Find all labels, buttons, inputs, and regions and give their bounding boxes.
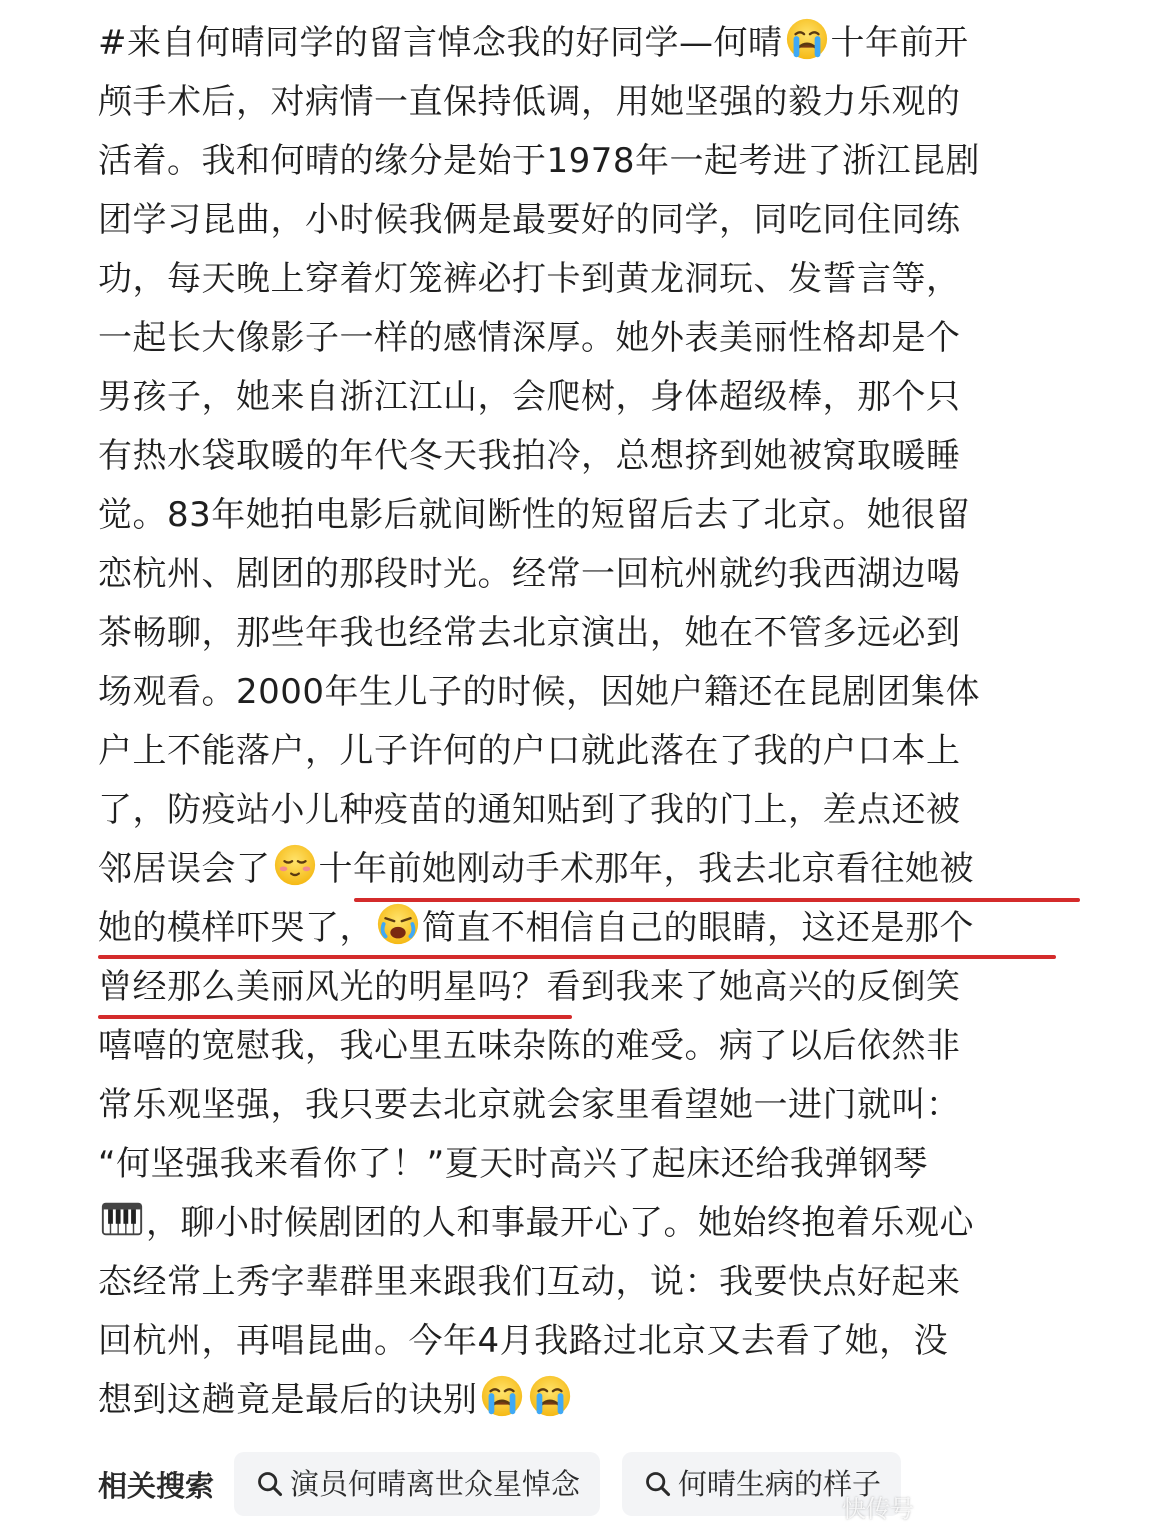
post-line	[98, 427, 1078, 486]
post-text-segment: 了，防疫站小儿种疫苗的通知贴到了我的门上，差点还被	[98, 790, 961, 830]
post-line	[98, 486, 1078, 545]
post-line	[98, 1017, 1078, 1076]
post-line	[98, 840, 1078, 899]
post-text-segment: 茶畅聊，那些年我也经常去北京演出，她在不管多远必到	[98, 613, 961, 653]
scream-cry-emoji	[375, 901, 421, 947]
post-line	[98, 604, 1078, 663]
post-text-segment: ，聊小时候剧团的人和事最开心了。她始终抱着乐观心	[146, 1203, 974, 1243]
post-text-segment: 回杭州，再唱昆曲。今年4月我路过北京又去看了她，没	[98, 1321, 949, 1361]
post-text-segment: 嘻嘻的宽慰我，我心里五味杂陈的难受。病了以后依然非	[98, 1026, 961, 1066]
post-text-segment: 曾经那么美丽风光的明星吗？看到我来了她高兴的反倒笑	[98, 967, 961, 1007]
post-text-segment: #来自何晴同学的留言悼念我的好同学—何晴	[98, 23, 783, 63]
post-line	[98, 250, 1078, 309]
crying-emoji	[527, 1373, 573, 1419]
post-line	[98, 1194, 1078, 1253]
related-search-chip-1[interactable]	[234, 1452, 600, 1516]
post-text-segment: 态经常上秀字辈群里来跟我们互动，说：我要快点好起来	[98, 1262, 961, 1302]
post-text-segment: 活着。我和何晴的缘分是始于1978年一起考进了浙江昆剧	[98, 141, 981, 181]
post-line	[98, 663, 1078, 722]
post-text-segment: 团学习昆曲，小时候我俩是最要好的同学，同吃同住同练	[98, 200, 961, 240]
post-line	[98, 1135, 1078, 1194]
post-text-segment: “何坚强我来看你了！”夏天时高兴了起床还给我弹钢琴	[98, 1144, 928, 1184]
related-search-chip-2-text: 何晴生病的样子	[678, 1467, 882, 1501]
post-text-segment: 男孩子，她来自浙江江山，会爬树，身体超级棒，那个只	[98, 377, 961, 417]
post-line	[98, 191, 1078, 250]
post-text-segment: 邻居误会了	[98, 849, 271, 889]
highlight-underline	[98, 1015, 572, 1019]
post-line	[98, 958, 1078, 1017]
post-line	[98, 1312, 1078, 1371]
related-searches	[98, 1452, 923, 1516]
watermark: 快传号	[842, 1495, 914, 1523]
related-search-chip-1-text: 演员何晴离世众星悼念	[290, 1467, 581, 1501]
post-line	[98, 1371, 1078, 1430]
post-text-segment: 十年前开	[830, 23, 969, 63]
post-text-segment: 场观看。2000年生儿子的时候，因她户籍还在昆剧团集体	[98, 672, 981, 712]
post-line	[98, 545, 1078, 604]
post-body	[98, 14, 1078, 1430]
piano-emoji	[99, 1196, 145, 1242]
post-line	[98, 368, 1078, 427]
shy-emoji	[272, 842, 318, 888]
post-line	[98, 73, 1078, 132]
post-line	[98, 1076, 1078, 1135]
post-line	[98, 1253, 1078, 1312]
post-text-segment: 十年前她刚动手术那年，我去北京看往她被	[318, 849, 974, 889]
post-text-segment: 常乐观坚强，我只要去北京就会家里看望她一进门就叫：	[98, 1085, 961, 1125]
post-line	[98, 132, 1078, 191]
crying-emoji	[784, 16, 830, 62]
highlight-underline	[354, 898, 1080, 902]
post-line	[98, 14, 1078, 73]
post-text-segment: 功，每天晚上穿着灯笼裤必打卡到黄龙洞玩、发誓言等，	[98, 259, 961, 299]
post-text-segment: 颅手术后，对病情一直保持低调，用她坚强的毅力乐观的	[98, 82, 961, 122]
search-icon	[644, 1470, 672, 1498]
search-icon	[256, 1470, 284, 1498]
post-line	[98, 781, 1078, 840]
post-line	[98, 722, 1078, 781]
related-searches-label: 相关搜索	[98, 1468, 215, 1503]
post-line	[98, 309, 1078, 368]
post-text-segment: 觉。83年她拍电影后就间断性的短留后去了北京。她很留	[98, 495, 971, 535]
post-line	[98, 899, 1078, 958]
crying-emoji	[479, 1373, 525, 1419]
post-text-segment: 户上不能落户，儿子许何的户口就此落在了我的户口本上	[98, 731, 961, 771]
post-text-segment: 有热水袋取暖的年代冬天我拍冷，总想挤到她被窝取暖睡	[98, 436, 961, 476]
post-text-segment: 简直不相信自己的眼睛，这还是那个	[422, 908, 974, 948]
post-text-segment: 她的模样吓哭了，	[98, 908, 374, 948]
post-text-segment: 恋杭州、剧团的那段时光。经常一回杭州就约我西湖边喝	[98, 554, 961, 594]
post-text-segment: 想到这趟竟是最后的诀别	[98, 1380, 478, 1420]
highlight-underline	[98, 955, 1056, 959]
post-text-segment: 一起长大像影子一样的感情深厚。她外表美丽性格却是个	[98, 318, 961, 358]
